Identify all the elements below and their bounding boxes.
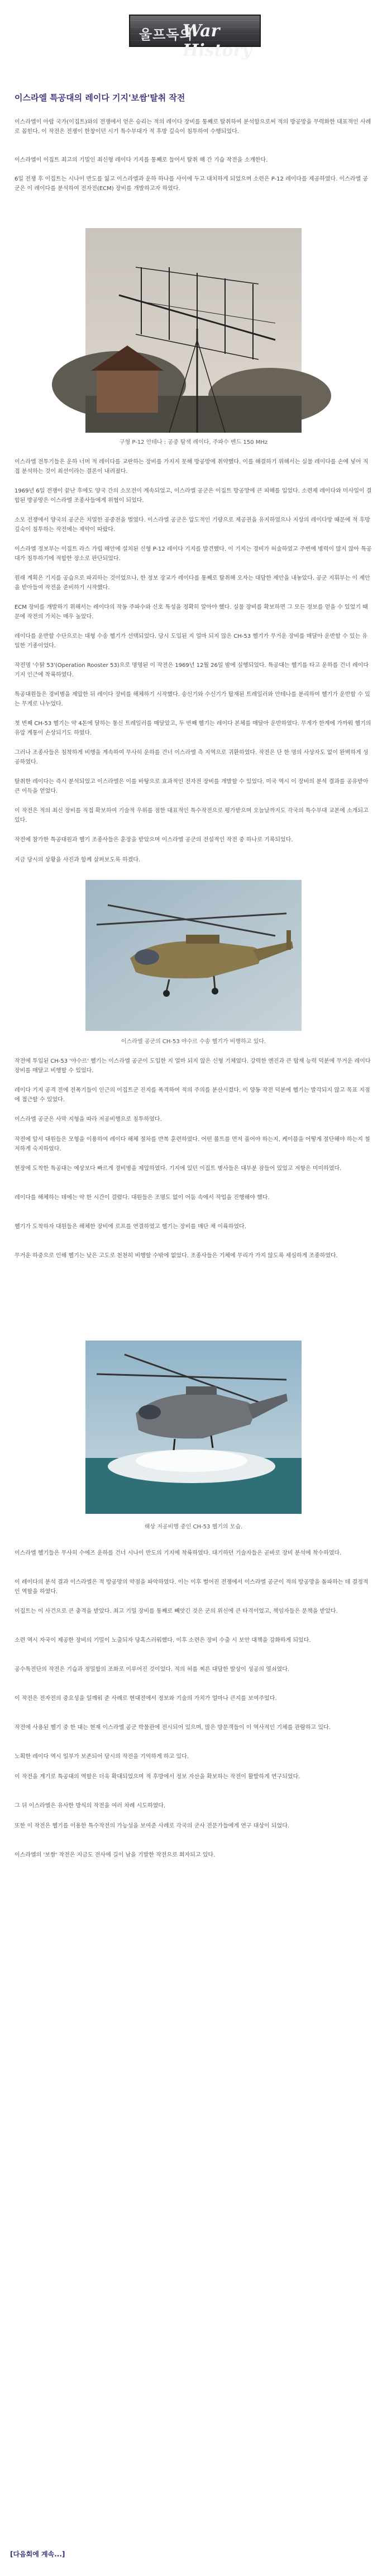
paragraph: 이스라엘이 아랍 국가(이집트)와의 전쟁에서 얻은 승리는 적의 레이다 장비를 통째로 탈취하여 분석함으로써 적의 방공망을 무력화한 대표적인 사례로 꼽힌다. 이 작전은 전쟁이 한창이던 시기 특수부대가 적 후방 깊숙이 침투하여 수행되었다. bbox=[15, 119, 371, 135]
paragraph: 이스라엘 공군은 사막 지형을 따라 저공비행으로 침투하였다. bbox=[15, 1116, 162, 1123]
paragraph: 소모 전쟁에서 양국의 공군은 치열한 공중전을 벌였다. 이스라엘 공군은 압도적인 기량으로 제공권을 유지하였으나 지상의 레이다망 때문에 적 후방 깊숙이 침투하는 작전에는 제약이 따랐다. bbox=[15, 517, 370, 533]
paragraph: 이 작전은 적의 최신 장비를 직접 확보하여 기술적 우위를 점한 대표적인 특수작전으로 평가받으며 오늘날까지도 각국의 특수부대 교본에 소개되고 있다. bbox=[15, 808, 369, 823]
paragraph: 현장에 도착한 특공대는 예상보다 빠르게 경비병을 제압하였다. 기지에 있던 이집트 병사들은 대부분 잠들어 있었고 저항은 미미하였다. bbox=[15, 1166, 342, 1172]
paragraph: 이스라엘의 '보쌈' 작전은 지금도 전사에 길이 남을 기발한 작전으로 회자되고 있다. bbox=[15, 1852, 216, 1858]
paragraph: 이스라엘 정보부는 이집트 라스 가립 해안에 설치된 신형 P-12 레이다 기지를 발견했다. 이 기지는 경비가 허술하였고 주변에 병력이 많지 않아 특공대가 침투하기에 적합한 장소로 판단되었다. bbox=[15, 546, 372, 562]
paragraph: 특공대원들은 경비병을 제압한 뒤 레이다 장비를 해체하기 시작했다. 송신기와 수신기가 탑재된 트레일러와 안테나를 분리하여 헬기가 운반할 수 있는 무게로 나누었다. bbox=[15, 692, 370, 707]
paragraph: 원래 계획은 기지를 공습으로 파괴하는 것이었으나, 한 정보 장교가 레이다를 통째로 탈취해 오자는 대담한 제안을 내놓았다. 공군 지휘부는 이 제안을 받아들여 작전을 준비하기 시작했다. bbox=[15, 575, 370, 591]
photo-caption: 해상 저공비행 중인 CH-53 헬기의 모습. bbox=[144, 1524, 243, 1530]
paragraph: ECM 장비를 개발하기 위해서는 레이다의 작동 주파수와 신호 특성을 정확히 알아야 했다. 실물 장비를 확보하면 그 모든 정보를 얻을 수 있었기 때문에 작전의 가치는 매우 높았다. bbox=[15, 604, 368, 620]
banner-label-english: War History bbox=[183, 21, 252, 60]
paragraph: 레이다를 해체하는 데에는 약 한 시간이 걸렸다. 대원들은 조명도 없이 어둠 속에서 작업을 진행해야 했다. bbox=[15, 1195, 270, 1201]
paragraph: 그러나 조종사들은 침착하게 비행을 계속하여 무사히 운하를 건너 이스라엘 측 지역으로 귀환하였다. 작전은 단 한 명의 사상자도 없이 완벽하게 성공하였다. bbox=[15, 750, 369, 765]
paragraph: 그 뒤 이스라엘은 유사한 방식의 작전을 여러 차례 시도하였다. bbox=[15, 1803, 166, 1809]
paragraph: 이 작전은 전자전의 중요성을 일깨워 준 사례로 현대전에서 정보와 기술의 가치가 얼마나 큰지를 보여주었다. bbox=[15, 1696, 277, 1702]
paragraph: 무거운 하중으로 인해 헬기는 낮은 고도로 천천히 비행할 수밖에 없었다. 조종사들은 기체에 무리가 가지 않도록 세심하게 조종하였다. bbox=[15, 1253, 338, 1259]
paragraph: 첫 번째 CH-53 헬기는 약 4톤에 달하는 통신 트레일러를 매달았고, 두 번째 헬기는 레이다 본체를 매달아 운반하였다. 무게가 한계에 가까워 헬기의 유압 계통이 손상되기도 하였다. bbox=[15, 721, 371, 736]
paragraph: 레이다 기지 공격 전에 전폭기들이 인근의 이집트군 진지를 폭격하여 적의 주의를 분산시켰다. 이 양동 작전 덕분에 헬기는 발각되지 않고 목표 지점에 접근할 수 있었다. bbox=[15, 1087, 370, 1103]
paragraph: 작전에 사용된 헬기 중 한 대는 현재 이스라엘 공군 박물관에 전시되어 있으며, 많은 방문객들이 이 역사적인 기체를 관람하고 있다. bbox=[15, 1725, 331, 1731]
paragraph: 작전에 참가한 특공대원과 헬기 조종사들은 훈장을 받았으며 이스라엘 공군의 전설적인 작전 중 하나로 기록되었다. bbox=[15, 837, 293, 843]
helicopter-flight-photo bbox=[85, 880, 302, 1031]
paragraph: 6일 전쟁 후 이집트는 시나이 반도를 잃고 이스라엘과 운하 하나를 사이에 두고 대치하게 되었으며 소련은 P-12 레이다를 제공하였다. 이스라엘 공군은 이 레이다를 분석하여 전자전(ECM) 장비를 개발하고자 하였다. bbox=[15, 176, 369, 192]
radar-antenna-photo bbox=[85, 228, 302, 433]
paragraph: 작전명 '수탉 53'(Operation Rooster 53)으로 명명된 이 작전은 1969년 12월 26일 밤에 실행되었다. 특공대는 헬기를 타고 운하를 건너 레이다 기지 인근에 착륙하였다. bbox=[15, 662, 369, 678]
photo-caption: 이스라엘 공군의 CH-53 야수르 수송 헬기가 비행하고 있다. bbox=[121, 1039, 266, 1045]
paragraph: 이스라엘 헬기들은 무사히 수에즈 운하를 건너 시나이 반도의 기지에 착륙하였다. 대기하던 기술자들은 곧바로 장비 분석에 착수하였다. bbox=[15, 1550, 342, 1556]
paragraph: 또한 이 작전은 헬기를 이용한 특수작전의 가능성을 보여준 사례로 각국의 군사 전문가들에게 연구 대상이 되었다. bbox=[15, 1823, 290, 1829]
continued-notice: [다음회에 계속...] bbox=[10, 2550, 65, 2558]
paragraph: 레이다를 운반할 수단으로는 대형 수송 헬기가 선택되었다. 당시 도입된 지 얼마 되지 않은 CH-53 헬기가 무거운 장비를 매달아 운반할 수 있는 유일한 기종이었다. bbox=[15, 633, 368, 649]
paragraph: 탈취한 레이다는 즉시 분석되었고 이스라엘은 이를 바탕으로 효과적인 전자전 장비를 개발할 수 있었다. 미국 역시 이 장비의 분석 결과를 공유받아 큰 이득을 얻었다. bbox=[15, 779, 369, 794]
paragraph: 노획한 레이다 역시 일부가 보존되어 당시의 작전을 기억하게 하고 있다. bbox=[15, 1754, 189, 1760]
paragraph: 이 레이다의 분석 결과 이스라엘은 적 방공망의 약점을 파악하였다. 이는 이후 벌어진 전쟁에서 이스라엘 공군이 적의 방공망을 돌파하는 데 결정적인 역할을 하였다. bbox=[15, 1579, 369, 1595]
paragraph: 작전에 투입된 CH-53 '야수르' 헬기는 이스라엘 공군이 도입한 지 얼마 되지 않은 신형 기체였다. 강력한 엔진과 큰 탑재 능력 덕분에 무거운 레이다 장비를 매달고 비행할 수 있었다. bbox=[15, 1058, 371, 1074]
paragraph: 작전에 앞서 대원들은 모형을 이용하여 레이다 해체 절차를 반복 훈련하였다. 어떤 볼트를 먼저 풀어야 하는지, 케이블을 어떻게 절단해야 하는지 철저하게 숙지하였다. bbox=[15, 1137, 370, 1152]
helicopter-sea-photo bbox=[85, 1341, 302, 1514]
paragraph: 공수특전단의 작전은 기습과 정밀함의 조화로 이루어진 것이었다. 적의 허를 찌른 대담한 발상이 성공의 열쇠였다. bbox=[15, 1666, 290, 1673]
article-title: 이스라엘 특공대의 레이다 기지'보쌈'탈취 작전 bbox=[15, 93, 185, 103]
paragraph: 이 작전을 계기로 특공대의 역할은 더욱 확대되었으며 적 후방에서 정보 자산을 확보하는 작전이 활발하게 연구되었다. bbox=[15, 1774, 300, 1780]
paragraph: 이스라엘 전투기들은 운하 너머 적 레이다를 교란하는 장비를 가지지 못해 방공망에 취약했다. 이를 해결하기 위해서는 실물 레이다를 손에 넣어 직접 분석하는 것이 최선이라는 결론이 내려졌다. bbox=[15, 459, 369, 475]
paragraph: 지금 당시의 상황을 사진과 함께 살펴보도록 하겠다. bbox=[15, 857, 141, 863]
paragraph: 소련 역시 자국이 제공한 장비의 기밀이 노출되자 당혹스러워했다. 이후 소련은 장비 수출 시 보안 대책을 강화하게 되었다. bbox=[15, 1637, 311, 1644]
paragraph: 헬기가 도착하자 대원들은 해체한 장비에 로프를 연결하였고 헬기는 장비를 매단 채 이륙하였다. bbox=[15, 1224, 246, 1230]
paragraph: 이집트는 이 사건으로 큰 충격을 받았다. 최고 기밀 장비를 통째로 빼앗긴 것은 군의 위신에 큰 타격이었고, 책임자들은 문책을 받았다. bbox=[15, 1608, 338, 1614]
site-banner[interactable] bbox=[129, 15, 261, 60]
paragraph: 1969년 6일 전쟁이 끝난 후에도 양국 간의 소모전이 계속되었고, 이스라엘 공군은 이집트 방공망에 큰 피해를 입었다. 소련제 레이다와 미사일이 결합된 방공망은 이스라엘 조종사들에게 위협이 되었다. bbox=[15, 488, 372, 504]
banner-label-korean: 울프독의 bbox=[139, 27, 193, 42]
photo-caption: 구형 P-12 안테나 : 공중 탐색 레이다, 주파수 밴드 150 MHz bbox=[119, 439, 268, 446]
paragraph: 이스라엘이 이집트 최고의 기밀인 최신형 레이다 기지를 통째로 들어서 탈취 해 간 기습 작전을 소개한다. bbox=[15, 157, 268, 163]
